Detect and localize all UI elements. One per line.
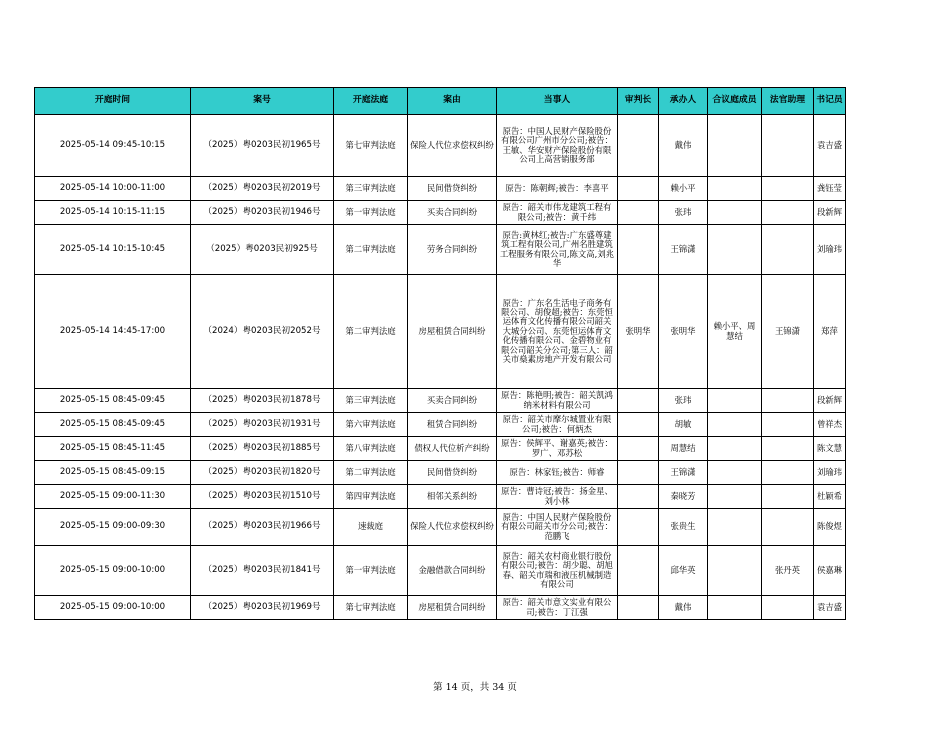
- header-cell: 当事人: [497, 88, 618, 115]
- handling-judge-cell: 周慧结: [659, 437, 708, 461]
- case-cause-cell: 房屋租赁合同纠纷: [408, 596, 497, 620]
- case-cause-cell: 金融借款合同纠纷: [408, 546, 497, 596]
- time-cell: 2025-05-14 10:00-11:00: [35, 177, 191, 201]
- case-cause-cell: 相邻关系纠纷: [408, 485, 497, 509]
- presiding-judge-cell: [618, 201, 659, 225]
- clerk-cell: 杜颖希: [814, 485, 846, 509]
- presiding-judge-cell: [618, 485, 659, 509]
- time-cell: 2025-05-15 08:45-09:15: [35, 461, 191, 485]
- case-number-cell: （2025）粤0203民初1885号: [191, 437, 334, 461]
- judge-assistant-cell: 张丹英: [762, 546, 814, 596]
- case-cause-cell: 买卖合同纠纷: [408, 201, 497, 225]
- parties-cell: 原告：韶关农村商业银行股份有限公司;被告：胡少聪、胡旭春、韶关市瑞和液压机械制造有限公司: [497, 546, 618, 596]
- courtroom-cell: 第七审判法庭: [334, 596, 408, 620]
- courtroom-cell: 第四审判法庭: [334, 485, 408, 509]
- courtroom-cell: 第二审判法庭: [334, 225, 408, 275]
- presiding-judge-cell: [618, 177, 659, 201]
- courtroom-cell: 第二审判法庭: [334, 275, 408, 389]
- court-schedule-table: [34, 87, 846, 620]
- handling-judge-cell: 王锦潇: [659, 461, 708, 485]
- time-cell: 2025-05-15 08:45-11:45: [35, 437, 191, 461]
- table-row: [35, 177, 846, 201]
- panel-members-cell: [708, 201, 762, 225]
- parties-cell: 原告：韶关市摩尔城置业有限公司;被告：何炳杰: [497, 413, 618, 437]
- courtroom-cell: 速裁庭: [334, 509, 408, 546]
- courtroom-cell: 第三审判法庭: [334, 177, 408, 201]
- presiding-judge-cell: [618, 596, 659, 620]
- header-cell: 书记员: [814, 88, 846, 115]
- case-number-cell: （2025）粤0203民初1510号: [191, 485, 334, 509]
- judge-assistant-cell: [762, 485, 814, 509]
- panel-members-cell: [708, 461, 762, 485]
- table-row: [35, 275, 846, 389]
- parties-cell: 原告：陈朝辉;被告：李喜平: [497, 177, 618, 201]
- handling-judge-cell: 张玮: [659, 389, 708, 413]
- presiding-judge-cell: 张明华: [618, 275, 659, 389]
- header-row: [35, 88, 846, 115]
- handling-judge-cell: 邱华英: [659, 546, 708, 596]
- time-cell: 2025-05-15 08:45-09:45: [35, 389, 191, 413]
- parties-cell: 原告：广东名生活电子商务有限公司、胡俊超;被告：东莞恒运体育文化传播有限公司韶关大城分公司、东莞恒运体育文化传播有限公司、金碧物业有限公司韶关分公司;第三人：韶关市燊素房地产开发有限公司: [497, 275, 618, 389]
- header-cell: 合议庭成员: [708, 88, 762, 115]
- time-cell: 2025-05-14 10:15-11:15: [35, 201, 191, 225]
- courtroom-cell: 第六审判法庭: [334, 413, 408, 437]
- panel-members-cell: [708, 389, 762, 413]
- judge-assistant-cell: [762, 389, 814, 413]
- handling-judge-cell: 张玮: [659, 201, 708, 225]
- handling-judge-cell: 王锦潇: [659, 225, 708, 275]
- clerk-cell: 段新辉: [814, 201, 846, 225]
- case-cause-cell: 债权人代位析产纠纷: [408, 437, 497, 461]
- judge-assistant-cell: [762, 225, 814, 275]
- table-row: [35, 413, 846, 437]
- courtroom-cell: 第一审判法庭: [334, 546, 408, 596]
- header-cell: 审判长: [618, 88, 659, 115]
- clerk-cell: 龚钰莹: [814, 177, 846, 201]
- courtroom-cell: 第三审判法庭: [334, 389, 408, 413]
- time-cell: 2025-05-15 09:00-09:30: [35, 509, 191, 546]
- time-cell: 2025-05-15 09:00-11:30: [35, 485, 191, 509]
- time-cell: 2025-05-15 08:45-09:45: [35, 413, 191, 437]
- courtroom-cell: 第八审判法庭: [334, 437, 408, 461]
- case-number-cell: （2024）粤0203民初2052号: [191, 275, 334, 389]
- time-cell: 2025-05-14 10:15-10:45: [35, 225, 191, 275]
- header-cell: 承办人: [659, 88, 708, 115]
- case-number-cell: （2025）粤0203民初1965号: [191, 115, 334, 177]
- header-cell: 开庭法庭: [334, 88, 408, 115]
- presiding-judge-cell: [618, 389, 659, 413]
- time-cell: 2025-05-14 14:45-17:00: [35, 275, 191, 389]
- presiding-judge-cell: [618, 509, 659, 546]
- time-cell: 2025-05-14 09:45-10:15: [35, 115, 191, 177]
- table-row: [35, 225, 846, 275]
- panel-members-cell: 赖小平、周慧结: [708, 275, 762, 389]
- case-cause-cell: 保险人代位求偿权纠纷: [408, 115, 497, 177]
- case-cause-cell: 租赁合同纠纷: [408, 413, 497, 437]
- case-cause-cell: 房屋租赁合同纠纷: [408, 275, 497, 389]
- judge-assistant-cell: [762, 115, 814, 177]
- handling-judge-cell: 戴伟: [659, 115, 708, 177]
- handling-judge-cell: 戴伟: [659, 596, 708, 620]
- handling-judge-cell: 胡敏: [659, 413, 708, 437]
- case-number-cell: （2025）粤0203民初1841号: [191, 546, 334, 596]
- case-cause-cell: 民间借贷纠纷: [408, 177, 497, 201]
- page-footer: 第 14 页，共 34 页: [433, 682, 517, 693]
- judge-assistant-cell: [762, 596, 814, 620]
- parties-cell: 原告：陈艳明;被告：韶关凯鸿纳米材料有限公司: [497, 389, 618, 413]
- courtroom-cell: 第七审判法庭: [334, 115, 408, 177]
- panel-members-cell: [708, 437, 762, 461]
- case-cause-cell: 保险人代位求偿权纠纷: [408, 509, 497, 546]
- time-cell: 2025-05-15 09:00-10:00: [35, 596, 191, 620]
- clerk-cell: 陈文慧: [814, 437, 846, 461]
- presiding-judge-cell: [618, 115, 659, 177]
- panel-members-cell: [708, 177, 762, 201]
- parties-cell: 原告：侯辉平、谢嘉英;被告：罗广、邓苏松: [497, 437, 618, 461]
- judge-assistant-cell: [762, 437, 814, 461]
- judge-assistant-cell: [762, 461, 814, 485]
- handling-judge-cell: 张贵生: [659, 509, 708, 546]
- judge-assistant-cell: 王锦潇: [762, 275, 814, 389]
- clerk-cell: 刘瑜玮: [814, 225, 846, 275]
- courtroom-cell: 第一审判法庭: [334, 201, 408, 225]
- table-row: [35, 201, 846, 225]
- case-number-cell: （2025）粤0203民初925号: [191, 225, 334, 275]
- clerk-cell: 郑萍: [814, 275, 846, 389]
- case-number-cell: （2025）粤0203民初1946号: [191, 201, 334, 225]
- clerk-cell: 侯嘉琳: [814, 546, 846, 596]
- table-row: [35, 461, 846, 485]
- case-number-cell: （2025）粤0203民初1931号: [191, 413, 334, 437]
- table-row: [35, 509, 846, 546]
- case-number-cell: （2025）粤0203民初2019号: [191, 177, 334, 201]
- parties-cell: 原告：中国人民财产保险股份有限公司韶关市分公司;被告：范鹏飞: [497, 509, 618, 546]
- presiding-judge-cell: [618, 546, 659, 596]
- parties-cell: 原告：韶关市伟龙建筑工程有限公司;被告：黄千纬: [497, 201, 618, 225]
- clerk-cell: 袁吉盛: [814, 596, 846, 620]
- panel-members-cell: [708, 485, 762, 509]
- parties-cell: 原告：林家钰;被告：师睿: [497, 461, 618, 485]
- handling-judge-cell: 张明华: [659, 275, 708, 389]
- case-cause-cell: 劳务合同纠纷: [408, 225, 497, 275]
- case-cause-cell: 民间借贷纠纷: [408, 461, 497, 485]
- clerk-cell: 刘瑜玮: [814, 461, 846, 485]
- table-row: [35, 485, 846, 509]
- presiding-judge-cell: [618, 225, 659, 275]
- table-row: [35, 596, 846, 620]
- table-row: [35, 389, 846, 413]
- courtroom-cell: 第二审判法庭: [334, 461, 408, 485]
- case-number-cell: （2025）粤0203民初1878号: [191, 389, 334, 413]
- judge-assistant-cell: [762, 177, 814, 201]
- table-row: [35, 546, 846, 596]
- header-cell: 法官助理: [762, 88, 814, 115]
- presiding-judge-cell: [618, 413, 659, 437]
- parties-cell: 原告：中国人民财产保险股份有限公司广州市分公司;被告：王敏、华安财产保险股份有限公司上高营销服务部: [497, 115, 618, 177]
- panel-members-cell: [708, 509, 762, 546]
- case-number-cell: （2025）粤0203民初1966号: [191, 509, 334, 546]
- judge-assistant-cell: [762, 509, 814, 546]
- clerk-cell: 袁吉盛: [814, 115, 846, 177]
- header-cell: 案号: [191, 88, 334, 115]
- presiding-judge-cell: [618, 437, 659, 461]
- panel-members-cell: [708, 115, 762, 177]
- header-cell: 开庭时间: [35, 88, 191, 115]
- case-number-cell: （2025）粤0203民初1820号: [191, 461, 334, 485]
- judge-assistant-cell: [762, 201, 814, 225]
- clerk-cell: 曾祥杰: [814, 413, 846, 437]
- parties-cell: 原告：曹诗冠;被告：扬金星、刘小林: [497, 485, 618, 509]
- parties-cell: 原告：韶关市意文实业有限公司;被告：丁江强: [497, 596, 618, 620]
- handling-judge-cell: 赖小平: [659, 177, 708, 201]
- presiding-judge-cell: [618, 461, 659, 485]
- panel-members-cell: [708, 225, 762, 275]
- table-row: [35, 437, 846, 461]
- panel-members-cell: [708, 596, 762, 620]
- case-number-cell: （2025）粤0203民初1969号: [191, 596, 334, 620]
- handling-judge-cell: 秦晓芳: [659, 485, 708, 509]
- table-row: [35, 115, 846, 177]
- panel-members-cell: [708, 413, 762, 437]
- parties-cell: 原告:黄林红;被告:广东盛尊建筑工程有限公司,广州名胜建筑工程服务有限公司,陈文高,刘兆华: [497, 225, 618, 275]
- time-cell: 2025-05-15 09:00-10:00: [35, 546, 191, 596]
- judge-assistant-cell: [762, 413, 814, 437]
- clerk-cell: 段新辉: [814, 389, 846, 413]
- header-cell: 案由: [408, 88, 497, 115]
- case-cause-cell: 买卖合同纠纷: [408, 389, 497, 413]
- panel-members-cell: [708, 546, 762, 596]
- clerk-cell: 陈俊煜: [814, 509, 846, 546]
